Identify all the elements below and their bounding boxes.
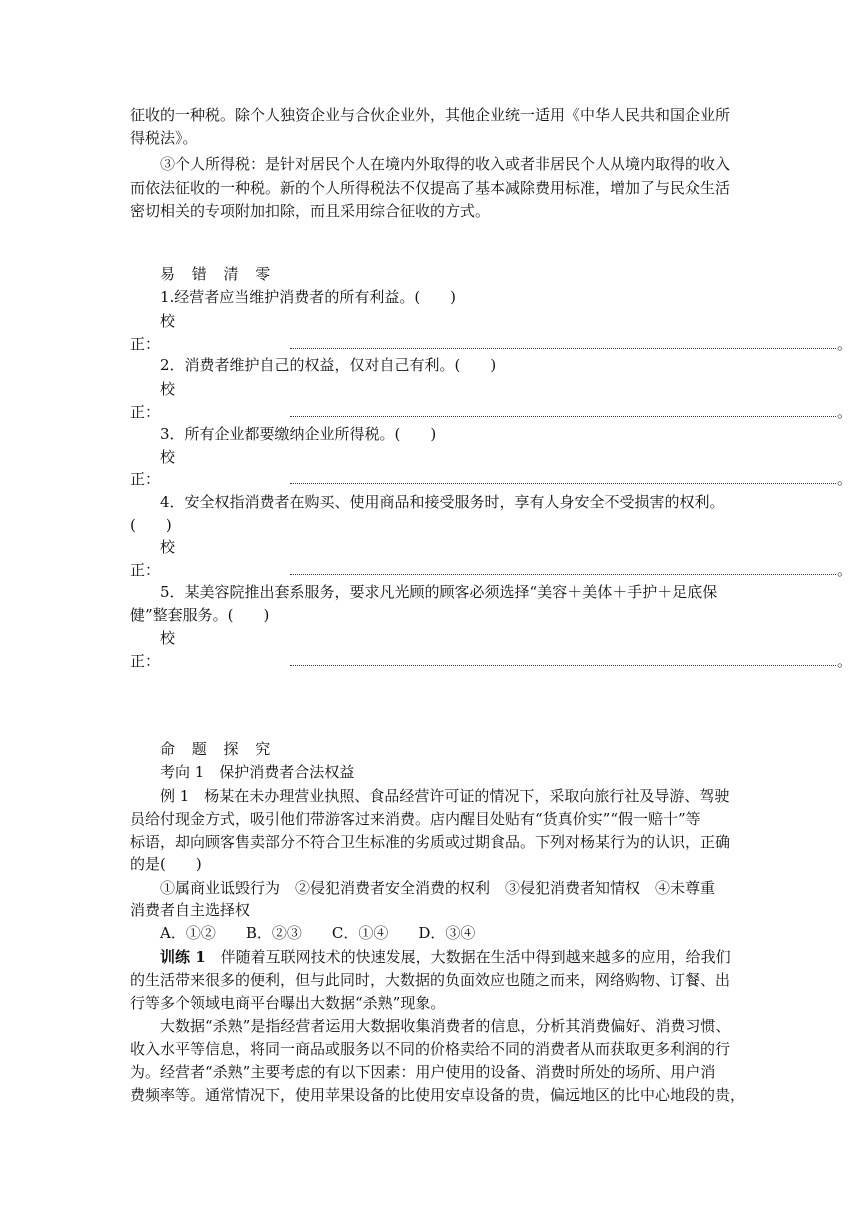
example-1-options-line-1: ①属商业诋毁行为 ②侵犯消费者安全消费的权利 ③侵犯消费者知情权 ④未尊重 (160, 879, 716, 897)
correction-line-5[interactable] (130, 650, 853, 672)
intro-line-4: 而依法征收的一种税。新的个人所得税法不仅提高了基本减除费用标准，增加了与民众生活 (130, 179, 731, 197)
explore-heading: 命 题 探 究 (160, 740, 277, 758)
correction-dotted-blank-1 (290, 348, 836, 349)
intro-line-1: 征收的一种税。除个人独资企业与合伙企业外，其他企业统一适用《中华人民共和国企业所 (130, 106, 731, 124)
question-5-line-2: 健”整套服务。( ) (130, 606, 270, 624)
question-4-line-2: ( ) (130, 516, 172, 534)
correction-label-jiao-1: 校 (160, 312, 176, 330)
intro-line-2: 得税法》。 (130, 129, 198, 147)
correction-dotted-blank-2 (290, 416, 836, 417)
correction-label-zheng-1: 正： (130, 335, 161, 353)
correction-label-zheng-5: 正： (130, 652, 161, 670)
direction-title: 考向 1 保护消费者合法权益 (160, 763, 355, 781)
correction-end-4: 。 (837, 561, 853, 579)
training-1-text: 伴随着互联网技术的快速发展，大数据在生活中得到越来越多的应用，给我们 (205, 948, 731, 966)
question-4-line-1: 4．安全权指消费者在购买、使用商品和接受服务时，享有人身安全不受损害的权利。 (160, 493, 725, 511)
question-2: 2．消费者维护自己的权益，仅对自己有利。( ) (160, 356, 497, 374)
question-3: 3．所有企业都要缴纳企业所得税。( ) (160, 425, 437, 443)
intro-line-5: 密切相关的专项附加扣除，而且采用综合征收的方式。 (130, 202, 491, 220)
correction-dotted-blank-3 (290, 483, 836, 484)
correction-end-5: 。 (837, 652, 853, 670)
correction-line-3[interactable] (130, 468, 853, 490)
training-1-line-2: 的生活带来很多的便利，但与此同时，大数据的负面效应也随之而来，网络购物、订餐、出 (130, 971, 731, 989)
correction-end-1: 。 (837, 335, 853, 353)
training-1-line-1 (160, 946, 730, 968)
paragraph-2-line-3: 为。经营者“杀熟”主要考虑的有以下因素：用户使用的设备、消费时所处的场所、用户消 (130, 1063, 716, 1081)
correction-label-jiao-4: 校 (160, 538, 176, 556)
example-1-line-2: 员给付现金方式，吸引他们带游客过来消费。店内醒目处贴有“货真价实”“假一赔十”等 (130, 810, 701, 828)
example-1-line-4: 的是( ) (130, 855, 202, 873)
training-1-line-3: 行等多个领域电商平台曝出大数据“杀熟”现象。 (130, 994, 446, 1012)
correction-label-jiao-2: 校 (160, 380, 176, 398)
example-1-line-3: 标语，却向顾客售卖部分不符合卫生标准的劣质或过期食品。下列对杨某行为的认识，正确 (130, 833, 731, 851)
paragraph-2-line-4: 费频率等。通常情况下，使用苹果设备的比使用安卓设备的贵，偏远地区的比中心地段的贵， (130, 1086, 746, 1104)
question-1: 1.经营者应当维护消费者的所有利益。( ) (160, 288, 457, 306)
example-1-line-1: 例 1 杨某在未办理营业执照、食品经营许可证的情况下，采取向旅行社及导游、驾驶 (160, 787, 730, 805)
correction-line-4[interactable] (130, 559, 853, 581)
correction-label-zheng-3: 正： (130, 470, 161, 488)
correction-label-zheng-4: 正： (130, 561, 161, 579)
example-1-choices: A．①② B．②③ C．①④ D．③④ (160, 924, 476, 942)
correction-label-jiao-5: 校 (160, 629, 176, 647)
correction-line-2[interactable] (130, 401, 853, 423)
training-1-label: 训练 1 (160, 948, 206, 966)
example-1-options-line-2: 消费者自主选择权 (130, 901, 251, 919)
paragraph-2-line-1: 大数据“杀熟”是指经营者运用大数据收集消费者的信息，分析其消费偏好、消费习惯、 (160, 1017, 731, 1035)
correction-label-zheng-2: 正： (130, 403, 161, 421)
correction-dotted-blank-4 (290, 574, 836, 575)
intro-line-3: ③个人所得税：是针对居民个人在境内外取得的收入或者非居民个人从境内取得的收入 (160, 155, 731, 173)
errors-heading: 易 错 清 零 (160, 265, 277, 283)
correction-label-jiao-3: 校 (160, 448, 176, 466)
correction-end-3: 。 (837, 470, 853, 488)
question-5-line-1: 5．某美容院推出套系服务，要求凡光顾的顾客必须选择“美容＋美体＋手护＋足底保 (160, 583, 718, 601)
correction-line-1[interactable] (130, 333, 853, 355)
correction-end-2: 。 (837, 403, 853, 421)
paragraph-2-line-2: 收入水平等信息，将同一商品或服务以不同的价格卖给不同的消费者从而获取更多利润的行 (130, 1040, 731, 1058)
correction-dotted-blank-5 (290, 665, 836, 666)
